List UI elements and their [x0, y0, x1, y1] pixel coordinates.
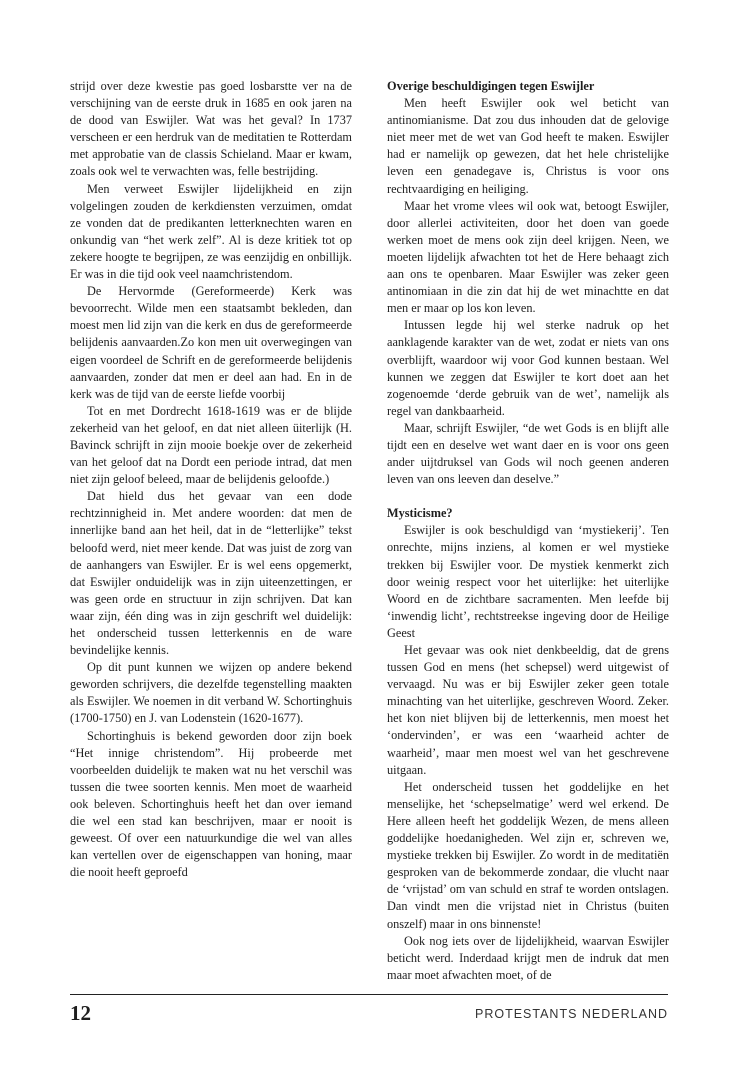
body-paragraph: Intussen legde hij wel sterke nadruk op het aanklagende karakter van de wet, zodat er niets van ons overblijft, waardoor wij voor God kunnen bestaan. Wel kunnen we zeggen dat Eswijler te kort doet aan het zogenoemde ‘derde gebruik van de wet’, namelijk als regel van dankbaarheid. — [387, 318, 669, 418]
footer-divider — [70, 994, 668, 995]
body-paragraph: strijd over deze kwestie pas goed losbarstte ver na de verschijning van de eerste druk in 1685 en ook jaren na de dood van Eswijler. Wat was het geval? In 1737 verscheen er een herdruk van de meditatien te Rotterdam met approbatie van de classis Schieland. Maar er kwam, zoals ook wel te verwachten was, felle bestrijding. — [70, 79, 352, 179]
body-paragraph: Het gevaar was ook niet denkbeeldig, dat de grens tussen God en mens (het schepsel) werd uitgewist of vervaagd. Nu was er bij Eswijler zeker geen totale minachting van het uiterlijke, geschreven Woord. Zeker. het kon niet blijven bij de letterkennis, men moest het ‘ondervinden’, er was een ‘waarheid achter de waarheid’, maar men moest wel van het geschrevene uitgaan. — [387, 643, 669, 777]
section-heading-mysticism: Mysticisme? — [387, 506, 453, 521]
publication-name: PROTESTANTS NEDERLAND — [474, 1007, 668, 1021]
body-paragraph: Ook nog iets over de lijdelijkheid, waarvan Eswijler beticht werd. Inderdaad krijgt men de indruk dat men maar moet afwachten moet, of de — [387, 933, 669, 982]
right-column — [387, 78, 669, 984]
body-paragraph: Tot en met Dordrecht 1618-1619 was er de blijde zekerheid van het geloof, en dat niet alleen üiterlijk (H. Bavinck schrijft in zijn mooie boekje over de zekerheid van het geloof dat na Dordt een periode intrad, dat men niet zijn geloof beleed, maar de belijdenis geloofde.) — [70, 403, 352, 487]
body-paragraph: Het onderscheid tussen het goddelijke en het menselijke, het ‘schepselmatige’ werd wel erkend. De Here alleen heeft het goddelijk Wezen, de mens alleen goddelijke hoedanigheden. Wel zijn er, schreven we, mystieke trekken bij Eswijler. Zo wordt in de meditatiën gesproken van de bekommerde zondaar, die vlucht naar de ‘vrijstad’ om van schuld en straf te worden ontslagen. Dan vindt men die vrijstad niet in Christus (buiten onszelf) maar in ons binnenste! — [387, 779, 669, 931]
page-number: 12 — [70, 1001, 91, 1025]
left-column — [70, 78, 352, 881]
body-paragraph: De Hervormde (Gereformeerde) Kerk was bevoorrecht. Wilde men een staatsambt bekleden, dan moest men lid zijn van die kerk en dus de gereformeerde belijdenis aanvaarden.Zo kon men uit overwegingen van eigen voordeel de Schrift en de gereformeerde belijdenis aanvaarden, zonder dat men er deel aan had. En in de kerk was de tijd van de eerste liefde voorbij — [70, 284, 352, 401]
body-paragraph: Op dit punt kunnen we wijzen op andere bekend geworden schrijvers, die dezelfde tegenstelling maakten als Eswijler. We noemen in dit verband W. Schortinghuis (1700-1750) en J. van Lodenstein (1620-1677). — [70, 660, 352, 726]
body-paragraph: Schortinghuis is bekend geworden door zijn boek “Het innige christendom”. Hij probeerde met voorbeelden duidelijk te maken wat nu het verschil was tussen die twee soorten kennis. Men moet de waarheid ook beleven. Schortinghuis heeft het dan over iemand die wel een stad kan beschrijven, maar er nooit is geweest. Of over een natuurkundige die wel van alles kan vertellen over de eigenschappen van honing, maar die nooit heeft geproefd — [70, 728, 352, 880]
body-paragraph: Dat hield dus het gevaar van een dode rechtzinnigheid in. Met andere woorden: dat men de innerlijke band aan het heil, dat in de “letterlijke” tekst beloofd werd, niet meer kende. Dat was juist de zorg van de aanhangers van Eswijler. Er is wel eens opgemerkt, dat Eswijler onduidelijk was in zijn uiteenzettingen, er was geen orde en structuur in zijn schrijven. Dat kan waar zijn, één ding was in zijn geschrift wel duidelijk: het onderscheid tussen letterkennis en de ware bevindelijke kennis. — [70, 489, 352, 658]
body-paragraph: Maar, schrijft Eswijler, “de wet Gods is en blijft alle tijdt een en deselve wet want daer en is voor ons geen ander uijtdruksel van Gods wil noch geenen anderen leven van ons leeven dan deselve.” — [387, 420, 669, 487]
body-paragraph: Maar het vrome vlees wil ook wat, betoogt Eswijler, door allerlei activiteiten, door het doen van goede werken moet de mens ook zijn deel krijgen. Neen, we moeten lijdelijk afwachten tot het de Here behaagt zich aan ons te openbaren. Maar Eswijler was zeker geen antinomiaan in die zin dat hij de wet minachtte en dat men er maar op los kon leven. — [387, 198, 669, 316]
body-paragraph: Men heeft Eswijler ook wel beticht van antinomianisme. Dat zou dus inhouden dat de gelovige niet meer met de wet van God heeft te maken. Eswijler had er namelijk op gewezen, dat het hele christelijke leven een genadegave is, Christus is voor ons rechtvaardiging en heiliging. — [387, 96, 669, 196]
section-heading-accusations: Overige beschuldigingen tegen Eswijler — [387, 79, 595, 93]
body-paragraph: Eswijler is ook beschuldigd van ‘mystiekerij’. Ten onrechte, mijns inziens, al komen er wel mystieke trekken bij Eswijler voor. De mystiek kenmerkt zich door weinig respect voor het uiterlijke: het uiterlijke Woord en de zichtbare sacramenten. Men leefde bij ‘inwendig licht’, rechtstreekse ingeving door de Heilige Geest — [387, 523, 669, 640]
body-paragraph: Men verweet Eswijler lijdelijkheid en zijn volgelingen zouden de kerkdiensten verzuimen, omdat ze vonden dat de predikanten letterknechten waren en onkundig van “het werk zelf”. Al is deze kritiek tot op zekere hoogte te begrijpen, ze was eenzijdig en onbillijk. Er was in die tijd ook veel naamchristendom. — [70, 181, 352, 282]
